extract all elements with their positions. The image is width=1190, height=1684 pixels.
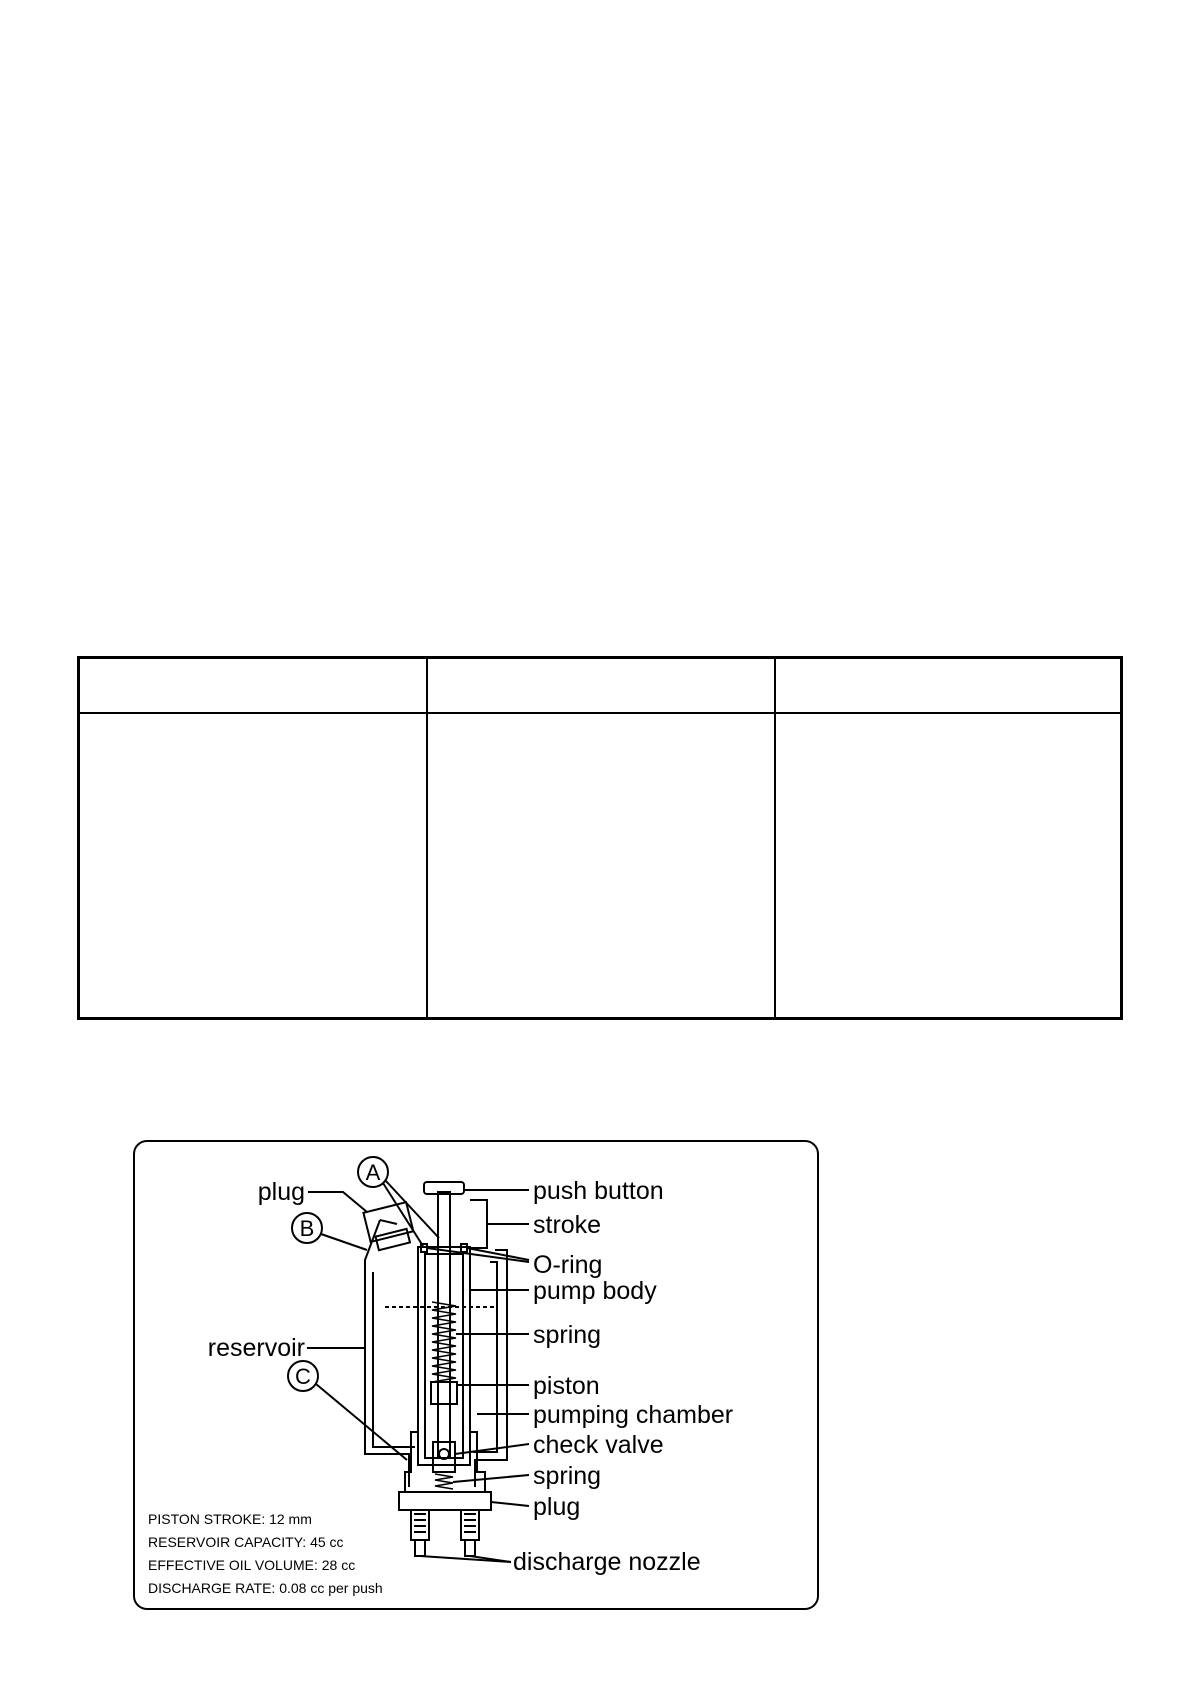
label-stroke: stroke — [533, 1211, 602, 1239]
callout-b: B — [299, 1216, 315, 1241]
spec-effective-oil-volume: EFFECTIVE OIL VOLUME: 28 cc — [148, 1557, 356, 1573]
pump-diagram — [135, 1142, 821, 1612]
label-discharge-nozzle: discharge nozzle — [513, 1548, 701, 1576]
label-piston: piston — [533, 1372, 600, 1400]
label-pump-body: pump body — [533, 1277, 657, 1305]
spec-reservoir-capacity: RESERVOIR CAPACITY: 45 cc — [148, 1534, 344, 1550]
spec-discharge-rate: DISCHARGE RATE: 0.08 cc per push — [148, 1580, 383, 1596]
label-spring-upper: spring — [533, 1321, 602, 1349]
plug-lower — [399, 1492, 491, 1510]
label-o-ring: O-ring — [533, 1251, 603, 1279]
spec-piston-stroke: PISTON STROKE: 12 mm — [148, 1511, 312, 1527]
pump-diagram-panel — [133, 1140, 819, 1610]
label-spring-lower: spring — [533, 1462, 602, 1490]
table-column-divider-2 — [774, 659, 776, 1017]
spring-upper — [432, 1302, 456, 1382]
callout-a: A — [365, 1160, 381, 1185]
label-check-valve: check valve — [533, 1431, 664, 1459]
label-pumping-chamber: pumping chamber — [533, 1401, 734, 1429]
table-column-divider-1 — [426, 659, 428, 1017]
piston — [431, 1382, 457, 1404]
label-push-button: push button — [533, 1177, 664, 1205]
spring-lower — [435, 1474, 453, 1489]
label-plug-lower: plug — [533, 1493, 581, 1521]
table-header-divider — [80, 712, 1120, 714]
label-plug: plug — [257, 1178, 305, 1206]
empty-table — [77, 656, 1123, 1020]
callout-c: C — [295, 1364, 311, 1389]
label-reservoir: reservoir — [207, 1334, 305, 1362]
